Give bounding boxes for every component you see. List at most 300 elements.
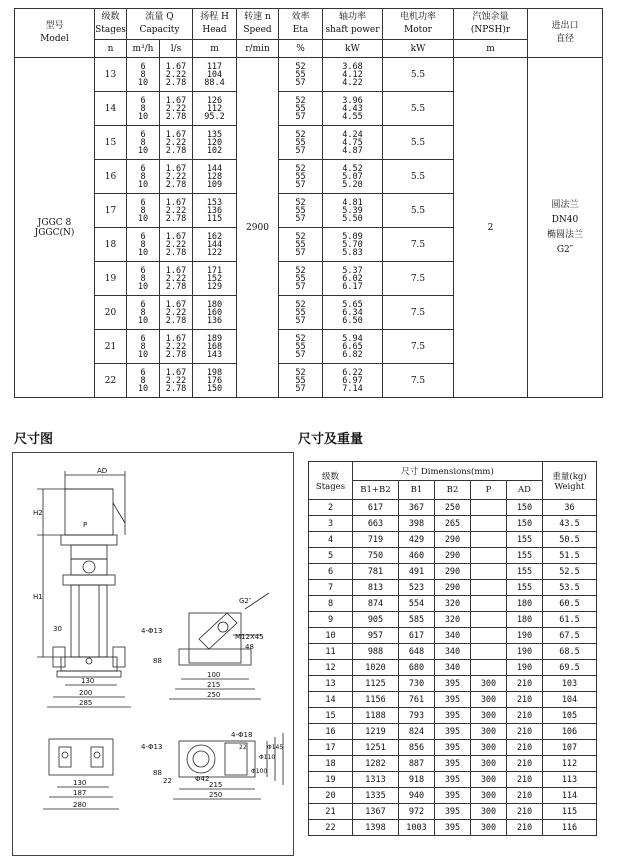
unit-m3h: m³/h <box>127 40 160 58</box>
dims-cell: 460 <box>399 548 435 564</box>
dims-cell: 4 <box>309 532 353 548</box>
dims-cell: 1398 <box>353 820 399 836</box>
dims-cell: 340 <box>435 644 471 660</box>
dims-cell: 663 <box>353 516 399 532</box>
dims-cell: 155 <box>507 580 543 596</box>
dims-cell: 105 <box>543 708 597 724</box>
dims-cell: 940 <box>399 788 435 804</box>
dims-cell: 1020 <box>353 660 399 676</box>
dims-cell: 8 <box>309 596 353 612</box>
dims-cell: 210 <box>507 676 543 692</box>
table-row <box>309 804 597 820</box>
dims-cell: 340 <box>435 628 471 644</box>
stages-cell: 14 <box>95 92 127 126</box>
dims-cell: 680 <box>399 660 435 676</box>
label-h2: H2 <box>33 509 43 517</box>
dims-cell: 300 <box>471 788 507 804</box>
dims-cell: 1335 <box>353 788 399 804</box>
stages-cell: 20 <box>95 296 127 330</box>
shaft-power-cell: 5.65 6.34 6.50 <box>323 296 383 330</box>
unit-stages: n <box>95 40 127 58</box>
label-48: 48 <box>245 643 254 651</box>
label-200: 200 <box>79 689 93 697</box>
dims-cell: 104 <box>543 692 597 708</box>
dims-cell: 150 <box>507 516 543 532</box>
shaft-power-cell: 5.09 5.70 5.83 <box>323 228 383 262</box>
header-npsh: 汽蚀余量 (NPSH)r <box>454 9 528 40</box>
capacity-ls-cell: 1.67 2.22 2.78 <box>160 126 193 160</box>
head-cell: 144 128 109 <box>193 160 237 194</box>
dims-cell: 68.5 <box>543 644 597 660</box>
dims-cell: 60.5 <box>543 596 597 612</box>
dims-cell: 905 <box>353 612 399 628</box>
dims-cell: 300 <box>471 676 507 692</box>
dimension-drawing <box>12 452 294 856</box>
label-phi42: Φ42 <box>195 775 210 783</box>
shaft-power-cell: 6.22 6.97 7.14 <box>323 364 383 398</box>
label-88-b: 88 <box>153 769 162 777</box>
table-row <box>15 58 603 92</box>
label-holes-1: 4-Φ13 <box>141 627 163 635</box>
flange-plan-view <box>173 733 283 799</box>
shaft-power-cell: 3.68 4.12 4.22 <box>323 58 383 92</box>
table-row <box>309 756 597 772</box>
head-cell: 171 152 129 <box>193 262 237 296</box>
dims-col-b2: B2 <box>435 481 471 500</box>
dims-cell: 12 <box>309 660 353 676</box>
dims-header-weight: 重量(kg) Weight <box>543 462 597 500</box>
motor-cell: 5.5 <box>383 160 454 194</box>
performance-table <box>14 8 603 398</box>
dims-cell: 1282 <box>353 756 399 772</box>
inlet-cell: 圆法兰 DN40 椭圆法兰 G2″ <box>528 58 603 398</box>
stages-cell: 22 <box>95 364 127 398</box>
table-row <box>309 500 597 516</box>
stages-cell: 18 <box>95 228 127 262</box>
dims-cell: 856 <box>399 740 435 756</box>
dims-cell: 21 <box>309 804 353 820</box>
table-row <box>309 708 597 724</box>
capacity-m3h-cell: 6 8 10 <box>127 296 160 330</box>
dims-cell: 395 <box>435 708 471 724</box>
dims-cell: 210 <box>507 708 543 724</box>
dims-cell: 16 <box>309 724 353 740</box>
dims-cell: 300 <box>471 756 507 772</box>
dims-cell: 290 <box>435 532 471 548</box>
unit-motor: kW <box>383 40 454 58</box>
dims-cell: 340 <box>435 660 471 676</box>
dims-cell: 617 <box>353 500 399 516</box>
dims-header-dimensions: 尺寸 Dimensions(mm) <box>353 462 543 481</box>
dims-cell: 106 <box>543 724 597 740</box>
dims-cell: 395 <box>435 692 471 708</box>
label-phi110: Φ110 <box>259 754 276 761</box>
label-30: 30 <box>53 625 62 633</box>
motor-cell: 7.5 <box>383 262 454 296</box>
dims-cell: 53.5 <box>543 580 597 596</box>
dims-cell: 290 <box>435 580 471 596</box>
dims-cell: 1188 <box>353 708 399 724</box>
table-row <box>309 644 597 660</box>
dims-cell: 190 <box>507 628 543 644</box>
unit-head: m <box>193 40 237 58</box>
label-phi100: Φ100 <box>251 768 268 775</box>
shaft-power-cell: 4.24 4.75 4.87 <box>323 126 383 160</box>
dims-cell: 395 <box>435 788 471 804</box>
capacity-m3h-cell: 6 8 10 <box>127 194 160 228</box>
dims-cell: 67.5 <box>543 628 597 644</box>
dims-header-stages: 级数 Stages <box>309 462 353 500</box>
dims-cell: 1219 <box>353 724 399 740</box>
dims-cell: 300 <box>471 740 507 756</box>
dims-cell: 554 <box>399 596 435 612</box>
dims-cell: 972 <box>399 804 435 820</box>
dims-cell <box>471 500 507 516</box>
label-22-b: 22 <box>239 744 247 751</box>
speed-cell: 2900 <box>237 58 279 398</box>
label-holes-3: 4-Φ18 <box>231 731 253 739</box>
dims-cell: 18 <box>309 756 353 772</box>
dims-cell: 1003 <box>399 820 435 836</box>
dims-cell: 398 <box>399 516 435 532</box>
stages-cell: 21 <box>95 330 127 364</box>
dims-cell: 781 <box>353 564 399 580</box>
dims-col-p: P <box>471 481 507 500</box>
dims-cell: 61.5 <box>543 612 597 628</box>
dims-cell: 719 <box>353 532 399 548</box>
table-row <box>309 564 597 580</box>
label-m12: M12X45 <box>235 633 264 641</box>
dims-cell: 103 <box>543 676 597 692</box>
dims-cell: 1313 <box>353 772 399 788</box>
dims-cell <box>471 564 507 580</box>
table-row <box>309 628 597 644</box>
dims-cell: 250 <box>435 500 471 516</box>
dims-cell: 730 <box>399 676 435 692</box>
label-p: P <box>83 521 88 529</box>
dims-cell: 395 <box>435 804 471 820</box>
unit-npsh: m <box>454 40 528 58</box>
dims-cell <box>471 612 507 628</box>
dims-cell: 585 <box>399 612 435 628</box>
dims-cell: 210 <box>507 724 543 740</box>
dims-cell: 190 <box>507 660 543 676</box>
header-motor: 电机功率 Motor <box>383 9 454 40</box>
dims-cell: 874 <box>353 596 399 612</box>
head-cell: 180 160 136 <box>193 296 237 330</box>
table-row <box>309 676 597 692</box>
dims-cell: 1156 <box>353 692 399 708</box>
motor-cell: 5.5 <box>383 194 454 228</box>
motor-cell: 5.5 <box>383 58 454 92</box>
dims-cell <box>471 548 507 564</box>
label-285: 285 <box>79 699 93 707</box>
dims-cell: 429 <box>399 532 435 548</box>
dims-cell: 180 <box>507 596 543 612</box>
dims-cell: 617 <box>399 628 435 644</box>
label-22: 22 <box>163 777 172 785</box>
dims-cell: 52.5 <box>543 564 597 580</box>
motor-cell: 5.5 <box>383 92 454 126</box>
stages-cell: 13 <box>95 58 127 92</box>
dims-cell: 5 <box>309 548 353 564</box>
dims-cell: 7 <box>309 580 353 596</box>
capacity-ls-cell: 1.67 2.22 2.78 <box>160 330 193 364</box>
head-cell: 117 104 88.4 <box>193 58 237 92</box>
model-cell: JGGC 8 JGGC(N) <box>15 58 95 398</box>
dims-cell: 395 <box>435 820 471 836</box>
label-250: 250 <box>207 691 221 699</box>
stages-cell: 19 <box>95 262 127 296</box>
dims-col-ad: AD <box>507 481 543 500</box>
head-cell: 126 112 95.2 <box>193 92 237 126</box>
dims-cell <box>471 660 507 676</box>
dims-cell: 113 <box>543 772 597 788</box>
dims-cell: 69.5 <box>543 660 597 676</box>
dims-cell <box>471 580 507 596</box>
dims-cell: 9 <box>309 612 353 628</box>
shaft-power-cell: 5.94 6.65 6.82 <box>323 330 383 364</box>
pump-elevation-view <box>37 471 131 707</box>
capacity-ls-cell: 1.67 2.22 2.78 <box>160 92 193 126</box>
dims-cell: 155 <box>507 532 543 548</box>
dims-cell: 491 <box>399 564 435 580</box>
dims-cell: 210 <box>507 804 543 820</box>
dims-cell: 648 <box>399 644 435 660</box>
capacity-ls-cell: 1.67 2.22 2.78 <box>160 228 193 262</box>
capacity-m3h-cell: 6 8 10 <box>127 160 160 194</box>
dims-cell: 6 <box>309 564 353 580</box>
header-model: 型号 Model <box>15 9 95 58</box>
head-cell: 189 168 143 <box>193 330 237 364</box>
eta-cell: 52 55 57 <box>279 262 323 296</box>
drawing-title: 尺寸图 <box>14 432 54 447</box>
unit-eta: % <box>279 40 323 58</box>
dims-cell: 150 <box>507 500 543 516</box>
npsh-cell: 2 <box>454 58 528 398</box>
table-row <box>309 740 597 756</box>
dims-cell: 290 <box>435 564 471 580</box>
header-eta: 效率 Eta <box>279 9 323 40</box>
dims-cell: 2 <box>309 500 353 516</box>
table-row <box>309 516 597 532</box>
dims-cell: 10 <box>309 628 353 644</box>
unit-speed: r/min <box>237 40 279 58</box>
dims-cell: 13 <box>309 676 353 692</box>
header-head: 扬程 H Head <box>193 9 237 40</box>
dims-cell: 918 <box>399 772 435 788</box>
dims-cell: 395 <box>435 740 471 756</box>
header-capacity: 流量 Q Capacity <box>127 9 193 40</box>
dims-cell: 793 <box>399 708 435 724</box>
base-plan-view <box>43 739 119 809</box>
label-130: 130 <box>81 677 95 685</box>
dims-cell: 300 <box>471 820 507 836</box>
dims-cell: 300 <box>471 708 507 724</box>
label-215: 215 <box>207 681 221 689</box>
dims-cell: 750 <box>353 548 399 564</box>
label-ad: AD <box>97 467 108 475</box>
shaft-power-cell: 3.96 4.43 4.55 <box>323 92 383 126</box>
capacity-m3h-cell: 6 8 10 <box>127 330 160 364</box>
dims-cell <box>471 644 507 660</box>
motor-cell: 7.5 <box>383 364 454 398</box>
header-stages: 级数 Stages <box>95 9 127 40</box>
dims-cell: 19 <box>309 772 353 788</box>
dims-cell: 51.5 <box>543 548 597 564</box>
eta-cell: 52 55 57 <box>279 58 323 92</box>
dims-col-b1b2: B1+B2 <box>353 481 399 500</box>
dims-cell: 367 <box>399 500 435 516</box>
capacity-ls-cell: 1.67 2.22 2.78 <box>160 296 193 330</box>
table-row <box>309 692 597 708</box>
dims-cell: 43.5 <box>543 516 597 532</box>
dims-cell: 17 <box>309 740 353 756</box>
shaft-power-cell: 4.81 5.39 5.50 <box>323 194 383 228</box>
dims-cell: 210 <box>507 788 543 804</box>
capacity-m3h-cell: 6 8 10 <box>127 92 160 126</box>
dims-cell: 190 <box>507 644 543 660</box>
table-row <box>309 612 597 628</box>
dims-cell <box>471 596 507 612</box>
capacity-m3h-cell: 6 8 10 <box>127 228 160 262</box>
eta-cell: 52 55 57 <box>279 330 323 364</box>
dimensions-table <box>308 461 597 836</box>
dims-cell: 155 <box>507 548 543 564</box>
label-phi145: Φ145 <box>267 744 284 751</box>
table-row <box>309 772 597 788</box>
dims-cell: 50.5 <box>543 532 597 548</box>
eta-cell: 52 55 57 <box>279 92 323 126</box>
unit-shaft: kW <box>323 40 383 58</box>
header-speed: 转速 n Speed <box>237 9 279 40</box>
capacity-m3h-cell: 6 8 10 <box>127 58 160 92</box>
label-187: 187 <box>73 789 87 797</box>
dims-cell: 15 <box>309 708 353 724</box>
dims-cell: 115 <box>543 804 597 820</box>
dims-cell: 1251 <box>353 740 399 756</box>
table-row <box>309 596 597 612</box>
dims-cell: 523 <box>399 580 435 596</box>
dims-cell: 300 <box>471 692 507 708</box>
dims-cell: 107 <box>543 740 597 756</box>
header-shaft-power: 轴功率 shaft power <box>323 9 383 40</box>
dims-cell: 1125 <box>353 676 399 692</box>
dims-cell: 824 <box>399 724 435 740</box>
label-280: 280 <box>73 801 87 809</box>
dims-cell: 210 <box>507 772 543 788</box>
head-cell: 135 120 102 <box>193 126 237 160</box>
dims-cell: 3 <box>309 516 353 532</box>
label-h1: H1 <box>33 593 43 601</box>
capacity-ls-cell: 1.67 2.22 2.78 <box>160 160 193 194</box>
dims-cell <box>471 516 507 532</box>
dims-cell: 395 <box>435 756 471 772</box>
motor-cell: 7.5 <box>383 296 454 330</box>
dims-cell: 112 <box>543 756 597 772</box>
dims-cell: 210 <box>507 692 543 708</box>
dims-cell: 116 <box>543 820 597 836</box>
table-row <box>309 532 597 548</box>
table-row <box>309 580 597 596</box>
capacity-ls-cell: 1.67 2.22 2.78 <box>160 194 193 228</box>
dims-cell: 11 <box>309 644 353 660</box>
dims-cell: 290 <box>435 548 471 564</box>
dims-cell: 210 <box>507 820 543 836</box>
dims-col-b1: B1 <box>399 481 435 500</box>
eta-cell: 52 55 57 <box>279 364 323 398</box>
unit-ls: l/s <box>160 40 193 58</box>
dims-cell: 22 <box>309 820 353 836</box>
label-250-b: 250 <box>209 791 223 799</box>
capacity-ls-cell: 1.67 2.22 2.78 <box>160 262 193 296</box>
dims-cell: 155 <box>507 564 543 580</box>
stages-cell: 15 <box>95 126 127 160</box>
eta-cell: 52 55 57 <box>279 194 323 228</box>
label-130-b: 130 <box>73 779 87 787</box>
table-row <box>309 820 597 836</box>
shaft-power-cell: 4.52 5.07 5.20 <box>323 160 383 194</box>
table-row <box>309 724 597 740</box>
table-row <box>309 660 597 676</box>
dims-cell: 320 <box>435 612 471 628</box>
dims-cell: 114 <box>543 788 597 804</box>
label-g2: G2″ <box>239 597 252 605</box>
table-row <box>309 548 597 564</box>
dims-cell: 1367 <box>353 804 399 820</box>
eta-cell: 52 55 57 <box>279 126 323 160</box>
dims-cell: 395 <box>435 676 471 692</box>
dims-cell: 300 <box>471 724 507 740</box>
capacity-m3h-cell: 6 8 10 <box>127 126 160 160</box>
header-inlet: 进出口 直径 <box>528 9 603 58</box>
label-100: 100 <box>207 671 221 679</box>
label-88: 88 <box>153 657 162 665</box>
dims-cell: 957 <box>353 628 399 644</box>
dims-cell: 395 <box>435 772 471 788</box>
dims-cell: 36 <box>543 500 597 516</box>
stages-cell: 16 <box>95 160 127 194</box>
shaft-power-cell: 5.37 6.02 6.17 <box>323 262 383 296</box>
dims-cell: 180 <box>507 612 543 628</box>
dims-cell: 14 <box>309 692 353 708</box>
dims-cell: 320 <box>435 596 471 612</box>
table-row <box>309 788 597 804</box>
motor-cell: 5.5 <box>383 126 454 160</box>
dims-cell <box>471 628 507 644</box>
eta-cell: 52 55 57 <box>279 160 323 194</box>
dims-cell: 210 <box>507 740 543 756</box>
label-215-b: 215 <box>209 781 223 789</box>
motor-cell: 7.5 <box>383 228 454 262</box>
dims-cell: 265 <box>435 516 471 532</box>
dims-cell: 761 <box>399 692 435 708</box>
dims-cell: 20 <box>309 788 353 804</box>
head-cell: 162 144 122 <box>193 228 237 262</box>
capacity-ls-cell: 1.67 2.22 2.78 <box>160 58 193 92</box>
dims-cell: 300 <box>471 804 507 820</box>
dims-title: 尺寸及重量 <box>298 432 364 447</box>
capacity-m3h-cell: 6 8 10 <box>127 262 160 296</box>
dims-cell: 395 <box>435 724 471 740</box>
capacity-ls-cell: 1.67 2.22 2.78 <box>160 364 193 398</box>
eta-cell: 52 55 57 <box>279 228 323 262</box>
head-cell: 198 176 150 <box>193 364 237 398</box>
dims-cell: 300 <box>471 772 507 788</box>
dims-cell <box>471 532 507 548</box>
dims-cell: 988 <box>353 644 399 660</box>
dims-cell: 210 <box>507 756 543 772</box>
